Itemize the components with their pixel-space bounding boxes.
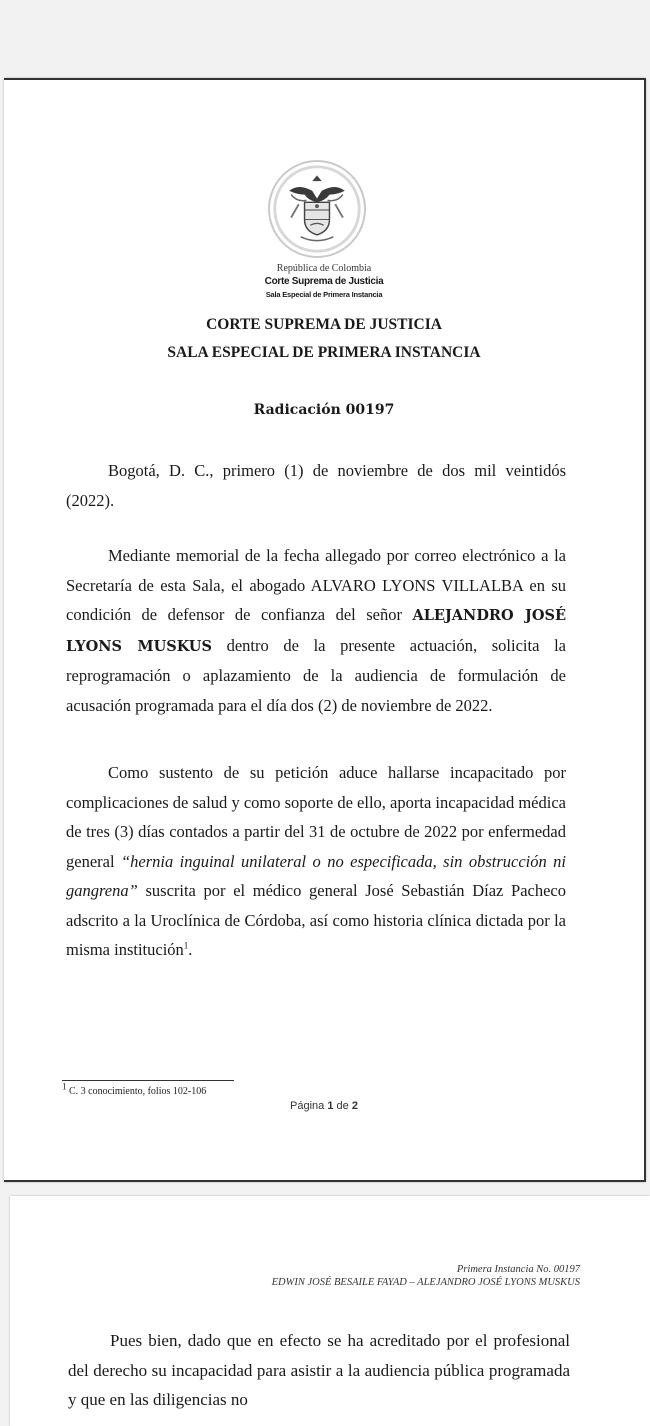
institution-country: República de Colombia [276,263,372,274]
footnote-divider [62,1080,234,1081]
paragraph-date: Bogotá, D. C., primero (1) de noviembre de dos mil veintidós (2022). [66,461,566,510]
radicacion-number: Radicación 00197 [253,402,395,418]
footnote-reference: 1 [183,940,189,951]
paragraph-request [66,541,566,720]
institution-court: Corte Suprema de Justicia [264,276,384,287]
page-number-prefix: Página [290,1100,328,1112]
page-number-current: 1 [327,1100,334,1112]
footnote-text: C. 3 conocimiento, folios 102-106 [69,1086,207,1097]
footnote [62,1081,207,1097]
paragraph-support-text-end: suscrita por el médico general José Sebastián Díaz Pacheco adscrito a la Uroclínica de Córdoba, así como historia clínica dictada por la misma institución [66,881,566,959]
footnote-number: 1 [62,1081,67,1092]
document-page-1 [4,78,646,1182]
institution-chamber: Sala Especial de Primera Instancia [265,290,383,299]
paragraph-support-period: . [188,940,193,959]
coat-of-arms-seal-icon [268,160,366,258]
page-number-total: 2 [351,1100,358,1112]
page-number-middle: de [333,1100,352,1112]
running-head-case-number: Primera Instancia No. 00197 [456,1264,580,1275]
document-heading-chamber: SALA ESPECIAL DE PRIMERA INSTANCIA [167,344,481,361]
paragraph-support-text-start: Como sustento de su petición aduce hallarse incapacitado por complicaciones de salud y como soporte de ello, aporta incapacidad médica de tres (3) días contados a partir del 31 de octubre de 2022 por enfermedad general [66,763,566,871]
document-page-2 [10,1196,650,1426]
page-number [4,1100,644,1112]
paragraph-support [66,758,566,965]
running-head-parties: EDWIN JOSÉ BESAILE FAYAD – ALEJANDRO JOSÉ LYONS MUSKUS [271,1277,580,1288]
diagnosis-quote: “hernia inguinal unilateral o no especificada, sin obstrucción ni gangrena” [66,851,566,900]
defendant-name: ALEJANDRO JOSÉ LYONS MUSKUS [66,607,566,655]
paragraph-decision: Pues bien, dado que en efecto se ha acreditado por el profesional del derecho su incapacidad para asistir a la audiencia pública programada y que en las diligencias no [68,1331,570,1409]
paragraph-request-text-start: Mediante memorial de la fecha allegado por correo electrónico a la Secretaría de esta Sala, el abogado ALVARO LYONS VILLALBA en su condición de defensor de confianza del señor [66,546,566,624]
document-heading-court: CORTE SUPREMA DE JUSTICIA [206,316,442,333]
paragraph-request-text-end: dentro de la presente actuación, solicita la reprogramación o aplazamiento de la audiencia de formulación de acusación programada para el día dos (2) de noviembre de 2022. [66,635,566,715]
